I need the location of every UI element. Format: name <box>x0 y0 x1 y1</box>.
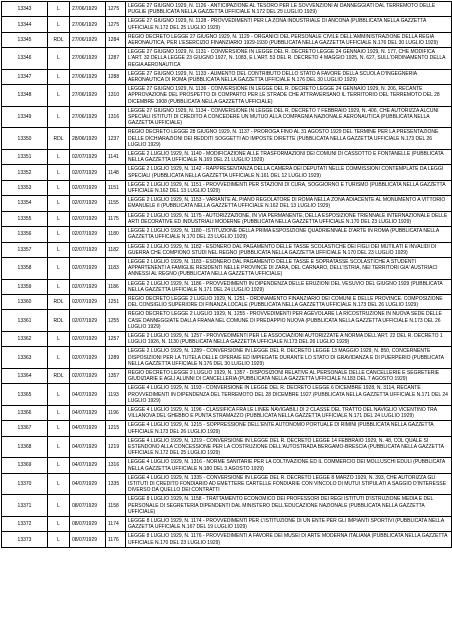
act-date: 02/07/1929 <box>70 310 106 332</box>
act-type: L <box>48 458 70 473</box>
table-row <box>2 421 452 436</box>
act-type: L <box>48 196 70 211</box>
act-description: LEGGE 27 GIUGNO 1929, N. 1134 - CONVERSIONE IN LEGGE DEL R. DECRETO 7 FEBBRAIO 1929, N. 406, CHE AUTORIZZA ALCUNI SPECIALI ISTITUTI DI CREDITO A CONCEDERE UN MUTUO ALLA COMPAGNIA NAZIONALE AERONAUTICA (PUBBLICATA NELLA GAZZETTA UFFICIALE) <box>126 106 452 128</box>
act-description: LEGGE 27 GIUGNO 1929, N. 1133 - AUMENTO DEL CONTRIBUTO DELLO STATO A FAVORE DELLA SCUOLA D'INGEGNERIA AERONAUTICA DI ROMA (PUBBLICATA NELLA GAZZETTA UFFICIALE N.176 DEL 30 LUGLIO 1929) <box>126 69 452 84</box>
act-type: L <box>48 17 70 32</box>
entry-number: 13371 <box>2 495 48 517</box>
act-type: L <box>48 48 70 70</box>
entry-number: 13372 <box>2 517 48 532</box>
act-type: L <box>48 180 70 195</box>
entry-number: 13370 <box>2 473 48 495</box>
entry-number: 13352 <box>2 165 48 180</box>
act-description: LEGGE 2 LUGLIO 1929, N. 1186 - PROVVEDIMENTI IN DIPENDENZA DELLE ERUZIONI DEL VESUVIO DEL GIUGNO 1929 (PUBBLICATA NELLA GAZZETTA UFFICIALE N.171 DEL 24 LUGLIO 1929) <box>126 279 452 294</box>
act-description: LEGGE 8 LUGLIO 1929, N. 1158 - TRATTAMENTO ECONOMICO DEI PROFESSORI DEI REGI ISTITUTI D'ISTRUZIONE MEDIA E DEL PERSONALE DI SEGRETERIA DIPENDENTI DAL MINISTERO DELL'EDUCAZIONE NAZIONALE (PUBBLICATA NELLA GAZZETTA UFFICIALE) <box>126 495 452 517</box>
act-type: L <box>48 384 70 406</box>
table-row <box>2 150 452 165</box>
entry-number: 13357 <box>2 242 48 257</box>
act-type: L <box>48 69 70 84</box>
page-number: 1284 <box>106 32 126 47</box>
entry-number: 13343 <box>2 2 48 17</box>
table-row <box>2 331 452 346</box>
page-number: 1176 <box>106 532 126 547</box>
act-type: L <box>48 257 70 279</box>
act-description: LEGGE 2 LUGLIO 1929, N. 1257 - PROVVEDIMENTI PER LE ASSOCIAZIONI AUTORIZZATE A NORMA DELL'ART. 22 DEL R. DECRETO 1 LUGLIO 1926, N. 1130 (PUBBLICATA NELLA GAZZETTA UFFICIALE N.173 DEL 26 LUGLIO 1929) <box>126 331 452 346</box>
page-number: 1335 <box>106 473 126 495</box>
act-description: LEGGE 2 LUGLIO 1929, N. 1175 - AUTORIZZAZIONE, IN VIA PERMANENTE, DELLA ESPOSIZIONE TRIENNALE INTERNAZIONALE DELLE ARTI DECORATIVE ED INDUSTRIALI MODERNE (PUBBLICATA NELLA GAZZETTA UFFICIALE N.170 DEL 23 LUGLIO 1929) <box>126 211 452 226</box>
act-date: 27/06/1929 <box>70 32 106 47</box>
act-date: 02/07/1929 <box>70 150 106 165</box>
act-type: L <box>48 532 70 547</box>
act-date: 04/07/1929 <box>70 436 106 458</box>
act-description: LEGGE 2 LUGLIO 1929, N. 1151 - PROVVEDIMENTI PER STAZIONI DI CURA, SOGGIORNO E TURISMO (PUBBLICATA NELLA GAZZETTA UFFICIALE N.162 DEL 13 LUGLIO 1929) <box>126 180 452 195</box>
entry-number: 13356 <box>2 227 48 242</box>
page-number: 1237 <box>106 128 126 150</box>
page-number: 1251 <box>106 294 126 309</box>
act-description: LEGGE 2 LUGLIO 1929, N. 1289 - CONVERSIONE IN LEGGE DEL R. DECRETO LEGGE 13 MAGGIO 1929, N. 850, CONCERNENTE DISPOSIZIONI PER LA TUTELA DELLE OPERAIE ED IMPIEGATE DURANTE LO STATO DI GRAVIDANZA E DI PUERPERIO (PUBBLICATA NELLA GAZZETTA UFFICIALE N.176 DEL 30 LUGLIO 1929) <box>126 347 452 369</box>
act-description: LEGGE 4 LUGLIO 1929, N. 1316 - NORME SANITARIE PER LA COLTIVAZIONE ED IL COMMERCIO DEI MOLLUSCHI EDULI (PUBBLICATA NELLA GAZZETTA UFFICIALE N.180 DEL 3 AGOSTO 1929) <box>126 458 452 473</box>
act-type: RDL <box>48 294 70 309</box>
page-number: 1288 <box>106 69 126 84</box>
entry-number: 13345 <box>2 32 48 47</box>
entry-number: 13373 <box>2 532 48 547</box>
entry-number: 13369 <box>2 458 48 473</box>
act-date: 27/06/1929 <box>70 69 106 84</box>
act-date: 02/07/1929 <box>70 196 106 211</box>
page-number: 1141 <box>106 150 126 165</box>
act-date: 28/06/1929 <box>70 128 106 150</box>
table-row <box>2 294 452 309</box>
table-row <box>2 405 452 420</box>
act-date: 04/07/1929 <box>70 405 106 420</box>
act-type: L <box>48 106 70 128</box>
table-row <box>2 128 452 150</box>
act-description: LEGGE 4 LUGLIO 1929, N. 1219 - CONVERSIONE IN LEGGE DEL R. DECRETO LEGGE 14 FEBBRAIO 1929, N. 48, COL QUALE SI ESTENDONO ALLA CONCESSIONE PER LA COSTRUZIONE DELL'AUTOSTRADA BERGAMO-BRESCIA (PUBBLICATA NELLA GAZZETTA UFFICIALE N.172 DEL 25 LUGLIO 1929) <box>126 436 452 458</box>
act-date: 02/07/1929 <box>70 257 106 279</box>
entry-number: 13362 <box>2 331 48 346</box>
page-number: 1257 <box>106 331 126 346</box>
act-date: 02/07/1929 <box>70 180 106 195</box>
entry-number: 13359 <box>2 279 48 294</box>
act-date: 04/07/1929 <box>70 458 106 473</box>
act-date: 02/07/1929 <box>70 211 106 226</box>
table-row <box>2 69 452 84</box>
table-row <box>2 165 452 180</box>
page-number: 1174 <box>106 517 126 532</box>
act-type: L <box>48 436 70 458</box>
table-row <box>2 495 452 517</box>
page-number: 1310 <box>106 85 126 107</box>
entry-number: 13350 <box>2 128 48 150</box>
table-row <box>2 257 452 279</box>
act-description: LEGGE 27 GIUGNO 1929, N. 1136 - CONVERSIONE IN LEGGE DEL R. DECRETO LEGGE 24 GENNAIO 1929, N. 206, RECANTE APPROVAZIONE DEL PROSPETTO DI COMPARTO PER LE STRADE CHE ATTRAVERSANO IL TERRITORIO DEL TERREMOTO DEL 28 DICEMBRE 1908 (PUBBLICATA NELLA GAZZETTA UFFICIALE) <box>126 85 452 107</box>
table-row <box>2 242 452 257</box>
act-type: L <box>48 165 70 180</box>
act-date: 08/07/1929 <box>70 495 106 517</box>
act-date: 02/07/1929 <box>70 165 106 180</box>
entry-number: 13366 <box>2 405 48 420</box>
table-row <box>2 106 452 128</box>
entry-number: 13363 <box>2 347 48 369</box>
table-row <box>2 48 452 70</box>
act-description: LEGGE 2 LUGLIO 1929, N. 1142 - RAPPRESENTANZA DELLA CAMERA DEI DEPUTATI NELLE COMMISSIONI CONTEMPLATE DA LEGGI SPECIALI (PUBBLICATA NELLA GAZZETTA UFFICIALE N.161 DEL 12 LUGLIO 1929) <box>126 165 452 180</box>
entry-number: 13351 <box>2 150 48 165</box>
table-row <box>2 196 452 211</box>
entry-number: 13368 <box>2 436 48 458</box>
act-date: 27/06/1929 <box>70 48 106 70</box>
entry-number: 13365 <box>2 384 48 406</box>
page-number: 1196 <box>106 405 126 420</box>
entry-number: 13355 <box>2 211 48 226</box>
table-row <box>2 384 452 406</box>
page-number: 1316 <box>106 458 126 473</box>
act-description: LEGGE 2 LUGLIO 1929, N. 1182 - ESONERO DAL PAGAMENTO DELLE TASSE SCOLASTICHE DEI FIGLI DEI MUTILATI E INVALIDI DI GUERRA CHE COMPIONO STUDI NEL REGNO (PUBBLICATA NELLA GAZZETTA UFFICIALE N.170 DEL 23 LUGLIO 1929) <box>126 242 452 257</box>
entry-number: 13358 <box>2 257 48 279</box>
act-type: L <box>48 211 70 226</box>
table-row <box>2 227 452 242</box>
act-description: LEGGE 2 LUGLIO 1929, N. 1180 - ISTITUZIONE DELLA PRIMA ESPOSIZIONE QUADRIENNALE D'ARTE IN ROMA (PUBBLICATA NELLA GAZZETTA UFFICIALE N.170 DEL 23 LUGLIO 1929) <box>126 227 452 242</box>
act-date: 02/07/1929 <box>70 279 106 294</box>
act-type: L <box>48 331 70 346</box>
legislation-registry-table <box>1 1 452 548</box>
entry-number: 13361 <box>2 310 48 332</box>
act-description: LEGGE 8 LUGLIO 1929, N. 1176 - PROVVEDIMENTI A FAVORE DEI MUSEI DI ARTE MODERNA ITALIANA (PUBBLICATA NELLA GAZZETTA UFFICIALE N.170 DEL 23 LUGLIO 1929) <box>126 532 452 547</box>
page-number: 1155 <box>106 196 126 211</box>
act-description: REGIO DECRETO LEGGE 2 LUGLIO 1929, N. 1255 - PROVVEDIMENTI PER AGEVOLARE LA RICOSTRUZIONE IN NUOVA SEDE DELLE CASE DANNEGGIATE DALLA FRANA NEL COMUNE DI PREDAPPIO NUOVA (PUBBLICATA NELLA GAZZETTA UFFICIALE N.173 DEL 26 LUGLIO 1929) <box>126 310 452 332</box>
table-row <box>2 32 452 47</box>
act-type: L <box>48 227 70 242</box>
act-type: RDL <box>48 32 70 47</box>
act-date: 27/06/1929 <box>70 106 106 128</box>
act-date: 02/07/1929 <box>70 227 106 242</box>
table-row <box>2 347 452 369</box>
act-description: LEGGE 4 LUGLIO 1929, N. 1193 - CONVERSIONE IN LEGGE DEL R. DECRETO LEGGE 6 DICEMBRE 1928, N. 3114, RECANTE PROVVEDIMENTI IN DIPENDENZA DEL TERREMOTO DEL 28 DICEMBRE 1927 (PUBBLICATA NELLA GAZZETTA UFFICIALE N.171 DEL 24 LUGLIO 1929) <box>126 384 452 406</box>
entry-number: 13349 <box>2 106 48 128</box>
act-description: LEGGE 4 LUGLIO 1929, N. 1335 - CONVERSIONE IN LEGGE DEL R. DECRETO LEGGE 8 MARZO 1929, N. 393, CHE AUTORIZZA GLI ISTITUTI DI CREDITO FONDIARIO AD EMETTERE CARTELLE FONDIARIE CON VINCOLO DI MUTUI STIPULATI A SAGGIO D'INTERESSE DIVERSO DA QUELLO DEI CONTRATTI <box>126 473 452 495</box>
act-description: LEGGE 4 LUGLIO 1929, N. 1215 - SOPPRESSIONE DELL'ENTE AUTONOMO PORTUALE DI RIMINI (PUBBLICATA NELLA GAZZETTA UFFICIALE N.173 DEL 26 LUGLIO 1929) <box>126 421 452 436</box>
table-row <box>2 436 452 458</box>
act-description: LEGGE 4 LUGLIO 1929, N. 1196 - CLASSIFICA FRA LE LINEE NAVIGABILI DI 2 CLASSE DEL TRATTO DEL NAVIGLIO VICENTINO TRA VILLANOVA DEL GHEBBO E PUNTA STRAMAZZO (PUBBLICATA NELLA GAZZETTA UFFICIALE N.171 DEL 24 LUGLIO 1929) <box>126 405 452 420</box>
page-number: 1193 <box>106 384 126 406</box>
act-description: REGIO DECRETO LEGGE 2 LUGLIO 1929, N. 1357 - DISPOSIZIONI RELATIVE AL PERSONALE DELLE CANCELLERIE E SEGRETERIE GIUDIZIARIE E AGLI ALUNNI DI CANCELLERIA (PUBBLICATA NELLA GAZZETTA UFFICIALE N.183 DEL 7 AGOSTO 1929) <box>126 368 452 383</box>
page-number: 1182 <box>106 242 126 257</box>
act-type: L <box>48 495 70 517</box>
act-description: LEGGE 27 GIUGNO 1929, N. 1126 - ANTICIPAZIONE AL TESORO PER LE SOVVENZIONI AI DANNEGGIATI DAL TERREMOTO DELLE PUGLIE (PUBBLICATA NELLA GAZZETTA UFFICIALE N.172 DEL 25 LUGLIO 1929) <box>126 2 452 17</box>
table-row <box>2 85 452 107</box>
entry-number: 13348 <box>2 85 48 107</box>
act-date: 27/06/1929 <box>70 85 106 107</box>
act-date: 02/07/1929 <box>70 331 106 346</box>
page-number: 1180 <box>106 227 126 242</box>
act-type: L <box>48 2 70 17</box>
page-number: 1275 <box>106 2 126 17</box>
table-row <box>2 458 452 473</box>
table-row <box>2 310 452 332</box>
page-number: 1151 <box>106 180 126 195</box>
entry-number: 13344 <box>2 17 48 32</box>
act-date: 27/06/1929 <box>70 17 106 32</box>
table-row <box>2 279 452 294</box>
act-date: 02/07/1929 <box>70 294 106 309</box>
page-number: 1158 <box>106 495 126 517</box>
entry-number: 13360 <box>2 294 48 309</box>
entry-number: 13353 <box>2 180 48 195</box>
entry-number: 13367 <box>2 421 48 436</box>
act-date: 02/07/1929 <box>70 242 106 257</box>
act-description: LEGGE 27 GIUGNO 1929, N. 1128 - PROVVEDIMENTI PER LA ZONA INDUSTRIALE DI ANCONA (PUBBLICATA NELLA GAZZETTA UFFICIALE N.172 DEL 25 LUGLIO 1929) <box>126 17 452 32</box>
page-number: 1186 <box>106 279 126 294</box>
page-number: 1183 <box>106 257 126 279</box>
table-row <box>2 180 452 195</box>
page-number: 1175 <box>106 211 126 226</box>
act-type: L <box>48 405 70 420</box>
table-row <box>2 517 452 532</box>
page-number: 1316 <box>106 106 126 128</box>
act-date: 08/07/1929 <box>70 517 106 532</box>
act-type: RDL <box>48 368 70 383</box>
registry-body <box>2 2 452 548</box>
entry-number: 13346 <box>2 48 48 70</box>
act-type: L <box>48 242 70 257</box>
act-description: REGIO DECRETO LEGGE 27 GIUGNO 1929, N. 1129 - ORGANICI DEL PERSONALE CIVILE DELL'AMMINISTRAZIONE DELLA REGIA AERONAUTICA, PER L'ESERCIZIO FINANZIARIO 1929-1930 (PUBBLICATA NELLA GAZZETTA UFFICIALE N.176 DEL 30 LUGLIO 1929) <box>126 32 452 47</box>
page-number: 1275 <box>106 17 126 32</box>
act-date: 02/07/1929 <box>70 368 106 383</box>
act-date: 02/07/1929 <box>70 347 106 369</box>
table-row <box>2 368 452 383</box>
act-date: 27/06/1929 <box>70 2 106 17</box>
table-row <box>2 473 452 495</box>
act-description: REGIO DECRETO LEGGE 28 GIUGNO 1929, N. 1137 - PROROGA FINO AL 31 AGOSTO 1929 DEL TERMINE PER LA PRESENTAZIONE DELLE DICHIARAZIONI DEI REDDITI SOGGETTI AD IMPOSTE DIRETTE (PUBBLICATA NELLA GAZZETTA UFFICIALE N.173 DEL 26 LUGLIO 1929) <box>126 128 452 150</box>
act-date: 04/07/1929 <box>70 384 106 406</box>
page-number: 1215 <box>106 421 126 436</box>
act-type: L <box>48 347 70 369</box>
page-number: 1287 <box>106 48 126 70</box>
act-type: RDL <box>48 128 70 150</box>
page-number: 1219 <box>106 436 126 458</box>
page-number: 1289 <box>106 347 126 369</box>
table-row <box>2 2 452 17</box>
act-description: LEGGE 27 GIUGNO 1929, N. 1131 - CONVERSIONE IN LEGGE DEL R. DECRETO LEGGE 24 GENNAIO 1929, N. 177, CHE MODIFICA L'ART. 32 DELLA LEGGE 23 GIUGNO 1927, N. 1083, E L'ART. 53 DEL R. DECRETO 4 MAGGIO 1925, N. 627, SULL'ORDINAMENTO DELLA REGIA AERONAUTICA <box>126 48 452 70</box>
table-row <box>2 17 452 32</box>
table-row <box>2 532 452 547</box>
page-number: 1357 <box>106 368 126 383</box>
entry-number: 13364 <box>2 368 48 383</box>
act-type: L <box>48 279 70 294</box>
act-description: LEGGE 8 LUGLIO 1929, N. 1174 - PROVVEDIMENTI PER L'ISTITUZIONE DI UN ENTE PER GLI IMPIANTI SPORTIVI (PUBBLICATA NELLA GAZZETTA UFFICIALE N.167 DEL 19 LUGLIO 1929) <box>126 517 452 532</box>
table-row <box>2 211 452 226</box>
act-description: REGIO DECRETO LEGGE 2 LUGLIO 1929, N. 1251 - ORDINAMENTO FINANZIARIO DEI COMUNI E DELLE PROVINCE. COMPOSIZIONE DEL CONSIGLIO SUPERIORE DI FINANZA LOCALE (PUBBLICATA NELLA GAZZETTA UFFICIALE N.173 DEL 26 LUGLIO 1929) <box>126 294 452 309</box>
entry-number: 13347 <box>2 69 48 84</box>
act-description: LEGGE 2 LUGLIO 1929, N. 1140 - MODIFICAZIONE ALLE TRASFORMAZIONI DEI COMUNI DI CASSOTTO E FONTANELLE (PUBBLICATA NELLA GAZZETTA UFFICIALE N.169 DEL 21 LUGLIO 1929) <box>126 150 452 165</box>
act-type: RDL <box>48 310 70 332</box>
act-date: 04/07/1929 <box>70 473 106 495</box>
page-number: 1255 <box>106 310 126 332</box>
act-date: 08/07/1929 <box>70 532 106 547</box>
page-number: 1148 <box>106 165 126 180</box>
act-type: L <box>48 150 70 165</box>
act-type: L <box>48 421 70 436</box>
act-type: L <box>48 85 70 107</box>
act-date: 04/07/1929 <box>70 421 106 436</box>
act-description: LEGGE 2 LUGLIO 1929, N. 1153 - VARIANTE AL PIANO REGOLATORE DI ROMA NELLA ZONA ADIACENTE AL MONUMENTO A VITTORIO EMANUELE II (PUBBLICATA NELLA GAZZETTA UFFICIALE N.162 DEL 13 LUGLIO 1929) <box>126 196 452 211</box>
act-type: L <box>48 473 70 495</box>
act-description: LEGGE 2 LUGLIO 1929, N. 1183 - ESONERO DAL PAGAMENTO DELLE TASSE E SOPRATASSE SCOLASTICHE A STUDENTI APPARTENENTI A FAMIGLIE RESIDENTI NELLE PROVINCE DI ZARA, DEL CARNARO, DELL'ISTRIA, NEI TERRITORI GIA' AUSTRIACI ANNESSI AL REGNO (PUBBLICATA NELLA GAZZETTA UFFICIALE) <box>126 257 452 279</box>
entry-number: 13354 <box>2 196 48 211</box>
act-type: L <box>48 517 70 532</box>
